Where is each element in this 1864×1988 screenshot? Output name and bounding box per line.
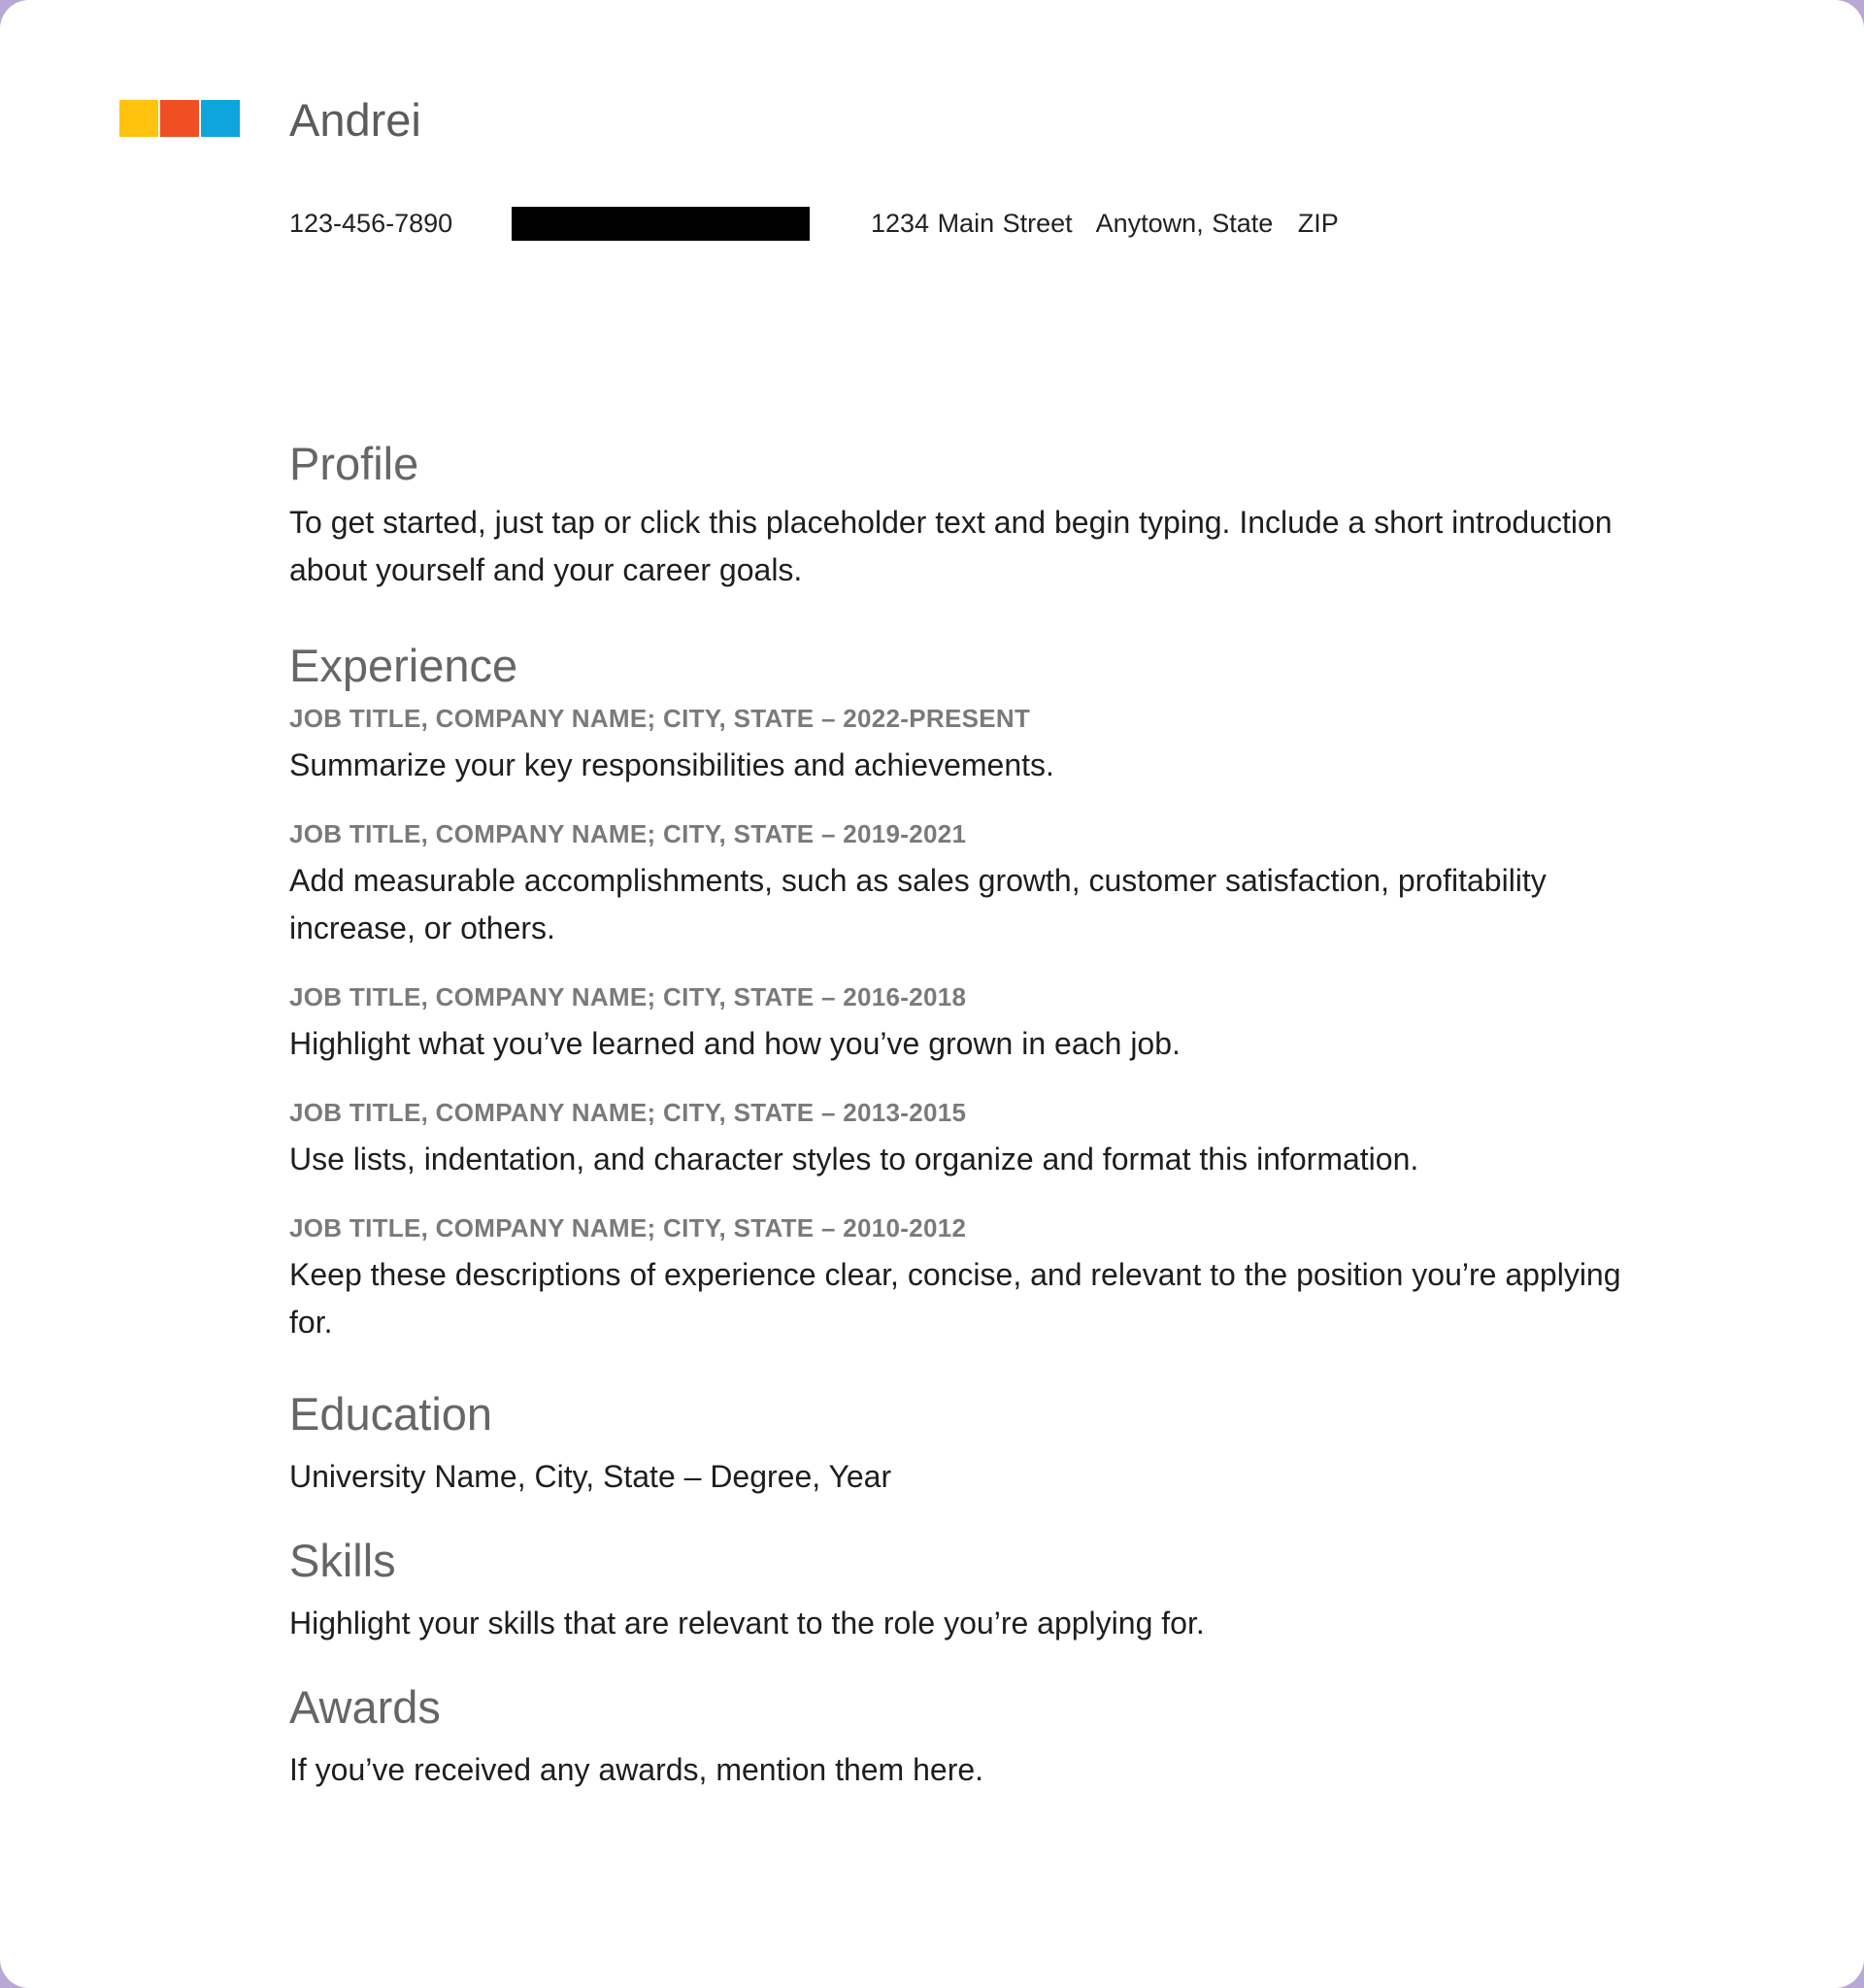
- profile-title[interactable]: Profile: [289, 438, 419, 489]
- education-section: [289, 1385, 1668, 1501]
- job-entry: [289, 701, 1668, 789]
- job-entry: [289, 1095, 1668, 1183]
- education-title[interactable]: Education: [289, 1388, 493, 1440]
- awards-text[interactable]: If you’ve received any awards, mention them here.: [289, 1752, 984, 1787]
- skills-text[interactable]: Highlight your skills that are relevant to the role you’re applying for.: [289, 1606, 1205, 1640]
- job-header[interactable]: JOB TITLE, COMPANY NAME; CITY, STATE – 2016-2018: [289, 982, 967, 1011]
- job-entry: [289, 816, 1668, 952]
- job-description[interactable]: Highlight what you’ve learned and how you’ve grown in each job.: [289, 1026, 1181, 1061]
- job-entry: [289, 1210, 1668, 1346]
- awards-title[interactable]: Awards: [289, 1681, 441, 1733]
- job-description[interactable]: Use lists, indentation, and character styles to organize and format this information.: [289, 1142, 1419, 1176]
- contact-address[interactable]: 1234 Main Street Anytown, State ZIP: [871, 209, 1339, 238]
- resume-content: [289, 435, 1668, 1823]
- logo-blue-square: [201, 100, 240, 137]
- job-entry: [289, 979, 1668, 1068]
- logo-orange-square: [160, 100, 199, 137]
- resume-name[interactable]: Andrei: [289, 94, 421, 146]
- education-text[interactable]: University Name, City, State – Degree, Year: [289, 1459, 892, 1494]
- logo-color-blocks: [119, 100, 242, 137]
- logo-yellow-square: [119, 100, 158, 137]
- awards-section: [289, 1678, 1668, 1794]
- skills-title[interactable]: Skills: [289, 1535, 396, 1586]
- experience-section: [289, 637, 1668, 1346]
- job-header[interactable]: JOB TITLE, COMPANY NAME; CITY, STATE – 2022-PRESENT: [289, 704, 1031, 733]
- experience-title[interactable]: Experience: [289, 640, 518, 691]
- profile-section: [289, 435, 1668, 594]
- profile-text[interactable]: To get started, just tap or click this placeholder text and begin typing. Include a short introduction about yourself and your career goals.: [289, 505, 1613, 587]
- job-header[interactable]: JOB TITLE, COMPANY NAME; CITY, STATE – 2019-2021: [289, 819, 967, 848]
- contact-email-redacted[interactable]: [512, 207, 810, 241]
- job-description[interactable]: Keep these descriptions of experience clear, concise, and relevant to the position you’re applying for.: [289, 1257, 1621, 1340]
- job-description[interactable]: Add measurable accomplishments, such as sales growth, customer satisfaction, profitability increase, or others.: [289, 863, 1547, 945]
- job-description[interactable]: Summarize your key responsibilities and achievements.: [289, 747, 1054, 782]
- contact-phone[interactable]: 123-456-7890: [289, 209, 453, 238]
- job-header[interactable]: JOB TITLE, COMPANY NAME; CITY, STATE – 2013-2015: [289, 1098, 967, 1127]
- job-header[interactable]: JOB TITLE, COMPANY NAME; CITY, STATE – 2010-2012: [289, 1213, 967, 1242]
- skills-section: [289, 1532, 1668, 1647]
